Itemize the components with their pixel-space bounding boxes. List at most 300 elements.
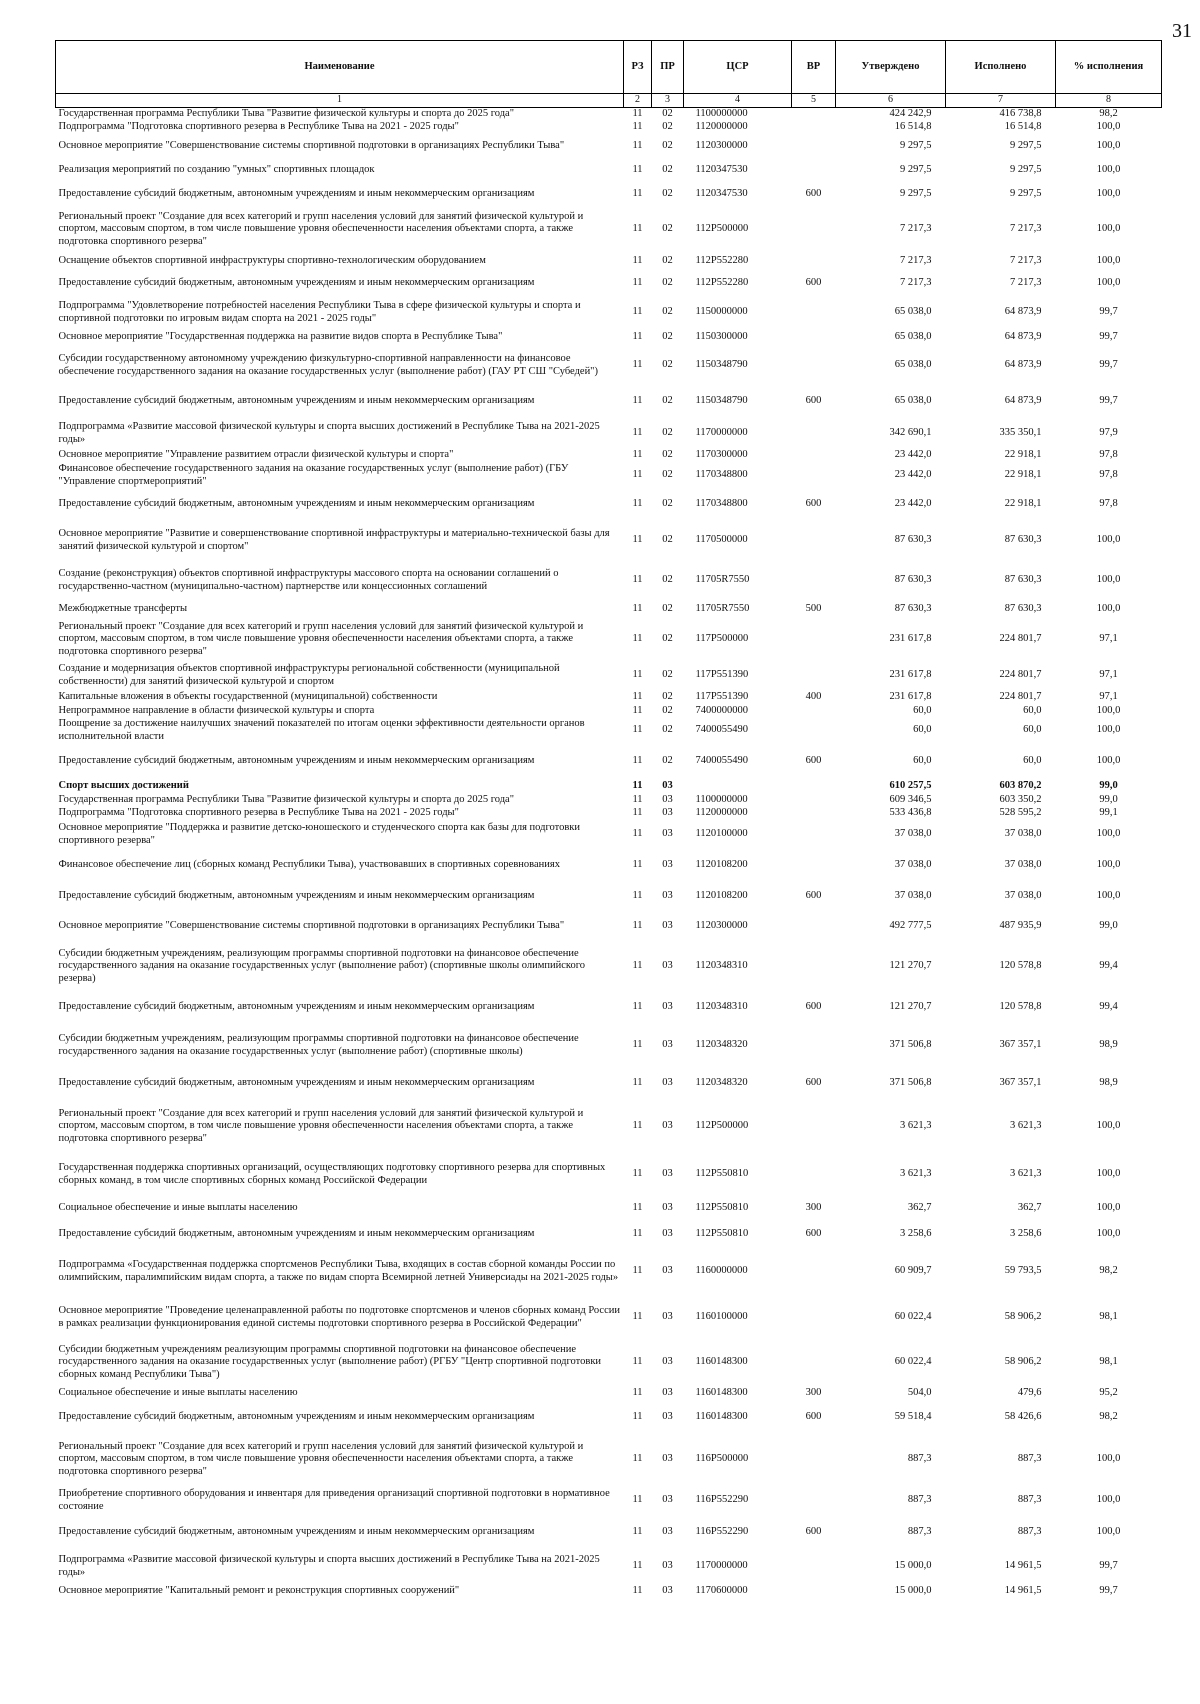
row-pr: 03 (662, 960, 673, 972)
row-vr (792, 1154, 836, 1196)
row-name: Субсидии бюджетным учреждениям, реализующим программы спортивной подготовки на финансовое обеспечение государственного задания на оказание государственных услуг (выполнение работ) (спортивные школы) (58, 1033, 579, 1057)
row-csr: 1120348310 (695, 960, 748, 972)
table-row (56, 135, 1162, 159)
row-approved: 23 442,0 (894, 449, 932, 461)
row-rz: 11 (632, 331, 643, 343)
row-rz: 11 (632, 108, 643, 119)
row-approved: 65 038,0 (894, 395, 932, 407)
row-vr: 400 (805, 691, 822, 703)
row-rz: 11 (632, 574, 643, 586)
row-vr (792, 329, 836, 347)
row-pr: 03 (662, 828, 673, 840)
row-percent: 99,4 (1099, 960, 1118, 972)
row-csr: 116P552290 (695, 1526, 749, 1538)
row-csr: 112P552280 (695, 255, 749, 267)
row-executed: 37 038,0 (1004, 890, 1042, 902)
row-vr: 600 (805, 755, 822, 767)
row-executed: 58 426,6 (1004, 1411, 1042, 1423)
table-row (56, 912, 1162, 942)
row-percent: 97,1 (1099, 691, 1118, 703)
row-percent: 98,2 (1099, 108, 1118, 119)
row-percent: 97,9 (1099, 427, 1118, 439)
row-name: Предоставление субсидий бюджетным, автономным учреждениям и иным некоммерческим организациям (58, 755, 535, 767)
row-vr (792, 807, 836, 820)
row-vr (792, 794, 836, 807)
row-percent: 99,7 (1099, 1560, 1118, 1572)
row-percent: 99,7 (1099, 359, 1118, 371)
row-approved: 3 621,3 (900, 1168, 932, 1180)
row-csr: 1150348790 (695, 395, 748, 407)
row-rz: 11 (632, 1560, 643, 1572)
row-csr: 1170500000 (695, 534, 748, 546)
row-rz: 11 (632, 704, 643, 716)
row-vr (792, 108, 836, 121)
row-percent: 99,7 (1099, 1585, 1118, 1597)
table-row (56, 253, 1162, 271)
row-name: Реализация мероприятий по созданию "умных" спортивных площадок (58, 164, 375, 176)
row-approved: 887,3 (907, 1453, 932, 1465)
row-pr: 02 (662, 108, 673, 119)
row-vr (792, 1340, 836, 1386)
table-row (56, 1486, 1162, 1516)
table-row (56, 1402, 1162, 1434)
row-executed: 14 961,5 (1004, 1560, 1042, 1572)
row-executed: 64 873,9 (1004, 306, 1042, 318)
row-rz: 11 (632, 1077, 643, 1089)
row-executed: 9 297,5 (1010, 188, 1042, 200)
row-approved: 533 436,8 (889, 806, 932, 818)
row-executed: 22 918,1 (1004, 498, 1042, 510)
table-row (56, 1196, 1162, 1222)
row-percent: 98,9 (1099, 1077, 1118, 1089)
row-name: Предоставление субсидий бюджетным, автономным учреждениям и иным некоммерческим организациям (58, 277, 535, 289)
row-executed: 416 738,8 (999, 108, 1042, 119)
row-percent: 99,0 (1099, 793, 1118, 805)
row-vr (792, 135, 836, 159)
row-vr: 500 (805, 603, 822, 615)
row-executed: 87 630,3 (1004, 574, 1042, 586)
row-pr: 03 (662, 1077, 673, 1089)
row-executed: 22 918,1 (1004, 449, 1042, 461)
row-csr: 7400055490 (695, 724, 748, 736)
row-pr: 03 (662, 1560, 673, 1572)
table-row (56, 820, 1162, 850)
row-vr (792, 912, 836, 942)
row-vr (792, 121, 836, 135)
row-rz: 11 (632, 1202, 643, 1214)
row-executed: 479,6 (1017, 1387, 1042, 1399)
row-name: Региональный проект "Создание для всех категорий и групп населения условий для занятий физической культурой и спортом, массовым спортом, в том числе повышение уровня обеспеченности населения объектами спорта, а также подготовка спортивного резерва" (58, 1440, 584, 1478)
row-name: Предоставление субсидий бюджетным, автономным учреждениям и иным некоммерческим организациям (58, 188, 535, 200)
table-row (56, 744, 1162, 780)
row-vr (792, 347, 836, 385)
row-pr: 03 (662, 1202, 673, 1214)
table-row (56, 347, 1162, 385)
row-approved: 23 442,0 (894, 469, 932, 481)
row-csr: 1100000000 (695, 108, 748, 119)
row-name: Социальное обеспечение и иные выплаты населению (58, 1387, 298, 1399)
row-rz: 11 (632, 223, 643, 235)
row-name: Предоставление субсидий бюджетным, автономным учреждениям и иным некоммерческим организациям (58, 395, 535, 407)
row-percent: 100,0 (1096, 1453, 1121, 1465)
table-row (56, 661, 1162, 691)
row-percent: 97,8 (1099, 449, 1118, 461)
row-approved: 231 617,8 (889, 691, 932, 703)
row-rz: 11 (632, 1411, 643, 1423)
row-approved: 9 297,5 (900, 140, 932, 152)
row-vr (792, 942, 836, 992)
row-pr: 02 (662, 331, 673, 343)
row-vr (792, 1100, 836, 1154)
row-percent: 100,0 (1096, 1202, 1121, 1214)
row-name: Региональный проект "Создание для всех категорий и групп населения условий для занятий физической культурой и спортом, массовым спортом, в том числе повышение уровня обеспеченности населения объектами спорта, а также подготовка спортивного резерва" (58, 210, 584, 248)
row-csr: 1170000000 (695, 427, 748, 439)
row-approved: 65 038,0 (894, 306, 932, 318)
table-row (56, 1296, 1162, 1340)
row-name: Основное мероприятие "Государственная поддержка на развитие видов спорта в Республике Тыва" (58, 331, 503, 343)
table-row (56, 942, 1162, 992)
row-approved: 16 514,8 (894, 121, 932, 133)
row-executed: 367 357,1 (999, 1077, 1042, 1089)
row-name: Основное мероприятие "Совершенствование системы спортивной подготовки в организациях Республики Тыва" (58, 140, 565, 152)
row-name: Основное мероприятие "Управление развитием отрасли физической культуры и спорта" (58, 449, 454, 461)
table-row (56, 1024, 1162, 1068)
row-executed: 362,7 (1017, 1202, 1042, 1214)
row-rz: 11 (632, 306, 643, 318)
row-vr: 600 (805, 890, 822, 902)
column-number: 7 (946, 94, 1056, 108)
column-number: 2 (624, 94, 652, 108)
row-pr: 03 (662, 1001, 673, 1013)
row-pr: 03 (662, 1039, 673, 1051)
row-approved: 60 022,4 (894, 1311, 932, 1323)
row-executed: 87 630,3 (1004, 603, 1042, 615)
row-pr: 03 (662, 890, 673, 902)
row-name: Субсидии бюджетным учреждениям, реализующим программы спортивной подготовки на финансовое обеспечение государственного задания на оказание государственных услуг (выполнение работ) (спортивные школы олимпийского резерва) (58, 947, 586, 985)
row-rz: 11 (632, 1453, 643, 1465)
row-csr: 1160000000 (695, 1265, 748, 1277)
row-name: Подпрограмма «Развитие массовой физической культуры и спорта высших достижений в Республике Тыва на 2021-2025 годы» (58, 421, 600, 445)
row-vr (792, 207, 836, 253)
row-csr: 1120348310 (695, 1001, 748, 1013)
row-approved: 87 630,3 (894, 534, 932, 546)
row-vr (792, 1024, 836, 1068)
row-csr: 112P550810 (695, 1168, 749, 1180)
row-vr (792, 561, 836, 601)
row-approved: 610 257,5 (889, 780, 932, 792)
table-row (56, 207, 1162, 253)
row-vr (792, 619, 836, 661)
row-rz: 11 (632, 277, 643, 289)
row-rz: 11 (632, 755, 643, 767)
row-rz: 11 (632, 1387, 643, 1399)
row-approved: 887,3 (907, 1494, 932, 1506)
row-vr: 300 (805, 1387, 822, 1399)
row-name: Государственная программа Республики Тыва "Развитие физической культуры и спорта до 2025 года" (58, 793, 514, 805)
row-pr: 03 (662, 1526, 673, 1538)
row-csr: 11705R7550 (695, 574, 750, 586)
row-executed: 887,3 (1017, 1526, 1042, 1538)
table-row (56, 463, 1162, 489)
row-name: Субсидии государственному автономному учреждению физкультурно-спортивной направленности на финансовое обеспечение государственного задания на оказание государственных услуг (выполнение работ) (ГАУ РТ СШ "Субедей") (58, 353, 598, 377)
row-name: Финансовое обеспечение государственного задания на оказание государственных услуг (выполнение работ) (ГБУ "Управление спортмероприятий" (58, 463, 569, 487)
row-pr: 03 (662, 1411, 673, 1423)
table-body (56, 108, 1162, 1600)
table-row (56, 601, 1162, 619)
row-pr: 02 (662, 691, 673, 703)
row-vr: 600 (805, 277, 822, 289)
row-executed: 487 935,9 (999, 920, 1042, 932)
header-name: Наименование (56, 41, 624, 94)
row-executed: 37 038,0 (1004, 828, 1042, 840)
row-pr: 02 (662, 704, 673, 716)
row-rz: 11 (632, 890, 643, 902)
row-name: Подпрограмма "Подготовка спортивного резерва в Республике Тыва на 2021 - 2025 годы" (58, 121, 459, 133)
row-percent: 100,0 (1096, 188, 1121, 200)
table-row (56, 419, 1162, 449)
row-executed: 22 918,1 (1004, 469, 1042, 481)
row-name: Оснащение объектов спортивной инфраструктуры спортивно-технологическим оборудованием (58, 255, 486, 267)
row-pr: 03 (662, 793, 673, 805)
row-rz: 11 (632, 1494, 643, 1506)
row-csr: 112P550810 (695, 1228, 749, 1240)
table-row (56, 992, 1162, 1024)
row-pr: 03 (662, 859, 673, 871)
row-percent: 99,0 (1099, 920, 1118, 932)
row-pr: 03 (662, 806, 673, 818)
table-row (56, 1068, 1162, 1100)
column-number-row (56, 94, 1162, 108)
row-executed: 120 578,8 (999, 960, 1042, 972)
row-rz: 11 (632, 449, 643, 461)
row-rz: 11 (632, 1526, 643, 1538)
row-name: Предоставление субсидий бюджетным, автономным учреждениям и иным некоммерческим организациям (58, 1001, 535, 1013)
row-vr: 600 (805, 1411, 822, 1423)
table-row (56, 794, 1162, 807)
table-row (56, 561, 1162, 601)
row-rz: 11 (632, 828, 643, 840)
row-pr: 02 (662, 469, 673, 481)
row-csr: 1160148300 (695, 1387, 748, 1399)
row-rz: 11 (632, 691, 643, 703)
row-approved: 3 621,3 (900, 1120, 932, 1132)
row-pr: 03 (662, 1356, 673, 1368)
row-csr: 7400055490 (695, 755, 748, 767)
row-vr: 600 (805, 395, 822, 407)
row-pr: 02 (662, 603, 673, 615)
table-row (56, 619, 1162, 661)
row-csr: 7400000000 (695, 704, 748, 716)
row-pr: 03 (662, 920, 673, 932)
row-rz: 11 (632, 188, 643, 200)
row-rz: 11 (632, 1356, 643, 1368)
row-pr: 02 (662, 395, 673, 407)
row-name: Предоставление субсидий бюджетным, автономным учреждениям и иным некоммерческим организациям (58, 890, 535, 902)
row-vr (792, 780, 836, 794)
header-vr: ВР (792, 41, 836, 94)
row-approved: 59 518,4 (894, 1411, 932, 1423)
row-csr: 1170300000 (695, 449, 748, 461)
table-row (56, 159, 1162, 183)
column-number: 4 (684, 94, 792, 108)
row-executed: 60,0 (1023, 704, 1042, 716)
row-csr: 1120348320 (695, 1039, 748, 1051)
row-rz: 11 (632, 603, 643, 615)
row-rz: 11 (632, 1168, 643, 1180)
row-rz: 11 (632, 164, 643, 176)
row-pr: 02 (662, 669, 673, 681)
row-vr (792, 1550, 836, 1584)
row-vr (792, 521, 836, 561)
row-vr: 600 (805, 1228, 822, 1240)
row-percent: 99,1 (1099, 806, 1118, 818)
row-csr: 11705R7550 (695, 603, 750, 615)
row-pr: 03 (662, 1585, 673, 1597)
row-name: Поощрение за достижение наилучших значений показателей по итогам оценки эффективности деятельности органов исполнительной власти (58, 718, 585, 742)
row-vr: 600 (805, 1001, 822, 1013)
row-vr (792, 820, 836, 850)
row-csr: 112P500000 (695, 223, 749, 235)
row-name: Основное мероприятие "Проведение целенаправленной работы по подготовке спортсменов и членов сборных команд России в рамках реализации функционирования единой системы подготовки спортивного резерва в Российской Федерации" (58, 1305, 620, 1329)
row-csr: 112P500000 (695, 1120, 749, 1132)
row-percent: 100,0 (1096, 859, 1121, 871)
row-approved: 231 617,8 (889, 633, 932, 645)
column-number: 6 (836, 94, 946, 108)
row-rz: 11 (632, 1585, 643, 1597)
row-csr: 117P500000 (695, 633, 749, 645)
row-approved: 60,0 (913, 724, 932, 736)
row-csr: 1160148300 (695, 1411, 748, 1423)
row-percent: 97,1 (1099, 633, 1118, 645)
row-name: Создание (реконструкция) объектов спортивной инфраструктуры массового спорта на основании соглашений о государственно-частном (муниципально-частном) партнерстве или концессионных соглашений (58, 568, 559, 592)
row-pr: 03 (662, 1494, 673, 1506)
table-row (56, 1584, 1162, 1600)
row-csr: 1120300000 (695, 920, 748, 932)
row-executed: 9 297,5 (1010, 140, 1042, 152)
row-percent: 100,0 (1096, 755, 1121, 767)
row-pr: 02 (662, 633, 673, 645)
row-executed: 58 906,2 (1004, 1311, 1042, 1323)
row-executed: 224 801,7 (999, 691, 1042, 703)
row-executed: 14 961,5 (1004, 1585, 1042, 1597)
row-executed: 7 217,3 (1010, 255, 1042, 267)
row-name: Создание и модернизация объектов спортивной инфраструктуры региональной собственности (муниципальной собственности) для занятий физической культурой и спортом (58, 663, 560, 687)
row-approved: 3 258,6 (900, 1228, 932, 1240)
row-rz: 11 (632, 669, 643, 681)
row-executed: 3 258,6 (1010, 1228, 1042, 1240)
row-executed: 120 578,8 (999, 1001, 1042, 1013)
row-csr: 1120347530 (695, 188, 748, 200)
table-row (56, 1434, 1162, 1486)
row-rz: 11 (632, 1228, 643, 1240)
table-row (56, 1386, 1162, 1402)
row-name: Спорт высших достижений (58, 780, 189, 792)
row-approved: 60 022,4 (894, 1356, 932, 1368)
row-pr: 02 (662, 277, 673, 289)
row-vr (792, 1486, 836, 1516)
table-row (56, 521, 1162, 561)
row-rz: 11 (632, 359, 643, 371)
row-name: Основное мероприятие "Капитальный ремонт и реконструкция спортивных сооружений" (58, 1585, 460, 1597)
row-executed: 59 793,5 (1004, 1265, 1042, 1277)
table-row (56, 489, 1162, 521)
row-pr: 03 (662, 1120, 673, 1132)
header-row (56, 41, 1162, 94)
row-executed: 64 873,9 (1004, 359, 1042, 371)
row-rz: 11 (632, 427, 643, 439)
header-executed: Исполнено (946, 41, 1056, 94)
row-percent: 99,4 (1099, 1001, 1118, 1013)
row-csr: 1120000000 (695, 121, 748, 133)
row-csr: 117P551390 (695, 691, 749, 703)
row-percent: 97,8 (1099, 498, 1118, 510)
row-csr: 1160148300 (695, 1356, 748, 1368)
row-rz: 11 (632, 920, 643, 932)
row-pr: 02 (662, 188, 673, 200)
row-name: Подпрограмма «Государственная поддержка спортсменов Республики Тыва, входящих в состав сборной команды России по олимпийским, паралимпийским видам спорта, а также по видам спорта Всемирной летней Универсиады на 2021-2025 годы» (58, 1259, 619, 1283)
row-percent: 100,0 (1096, 1526, 1121, 1538)
row-pr: 02 (662, 427, 673, 439)
table-row (56, 329, 1162, 347)
row-name: Подпрограмма "Подготовка спортивного резерва в Республике Тыва на 2021 - 2025 годы" (58, 806, 459, 818)
row-executed: 60,0 (1023, 755, 1042, 767)
row-percent: 100,0 (1096, 574, 1121, 586)
row-csr: 1150348790 (695, 359, 748, 371)
row-approved: 231 617,8 (889, 669, 932, 681)
row-rz: 11 (632, 498, 643, 510)
row-approved: 15 000,0 (894, 1560, 932, 1572)
row-approved: 7 217,3 (900, 223, 932, 235)
row-name: Капитальные вложения в объекты государственной (муниципальной) собственности (58, 691, 438, 703)
row-vr: 600 (805, 1077, 822, 1089)
column-number: 8 (1056, 94, 1162, 108)
row-name: Основное мероприятие "Развитие и совершенствование спортивной инфраструктуры и материально-технической базы для занятий физической культурой и спортом" (58, 528, 610, 552)
row-csr: 1120347530 (695, 164, 748, 176)
row-rz: 11 (632, 780, 643, 792)
row-vr: 300 (805, 1202, 822, 1214)
table-row (56, 1154, 1162, 1196)
table-row (56, 1516, 1162, 1550)
row-csr: 1100000000 (695, 793, 748, 805)
row-percent: 100,0 (1096, 534, 1121, 546)
row-csr: 1120000000 (695, 806, 748, 818)
row-vr (792, 705, 836, 718)
row-approved: 23 442,0 (894, 498, 932, 510)
column-number: 3 (652, 94, 684, 108)
row-percent: 100,0 (1096, 828, 1121, 840)
row-vr (792, 297, 836, 329)
table-row (56, 1100, 1162, 1154)
table-row (56, 1248, 1162, 1296)
row-executed: 9 297,5 (1010, 164, 1042, 176)
row-vr (792, 1434, 836, 1486)
row-name: Государственная программа Республики Тыва "Развитие физической культуры и спорта до 2025 года" (58, 108, 514, 119)
table-row (56, 718, 1162, 744)
row-pr: 03 (662, 1387, 673, 1399)
row-percent: 100,0 (1096, 277, 1121, 289)
row-executed: 367 357,1 (999, 1039, 1042, 1051)
row-approved: 371 506,8 (889, 1077, 932, 1089)
row-name: Предоставление субсидий бюджетным, автономным учреждениям и иным некоммерческим организациям (58, 1077, 535, 1089)
row-vr (792, 449, 836, 463)
row-percent: 98,2 (1099, 1265, 1118, 1277)
row-rz: 11 (632, 395, 643, 407)
row-csr: 1120300000 (695, 140, 748, 152)
row-pr: 02 (662, 121, 673, 133)
row-vr: 600 (805, 498, 822, 510)
row-percent: 99,7 (1099, 306, 1118, 318)
row-pr: 03 (662, 1453, 673, 1465)
